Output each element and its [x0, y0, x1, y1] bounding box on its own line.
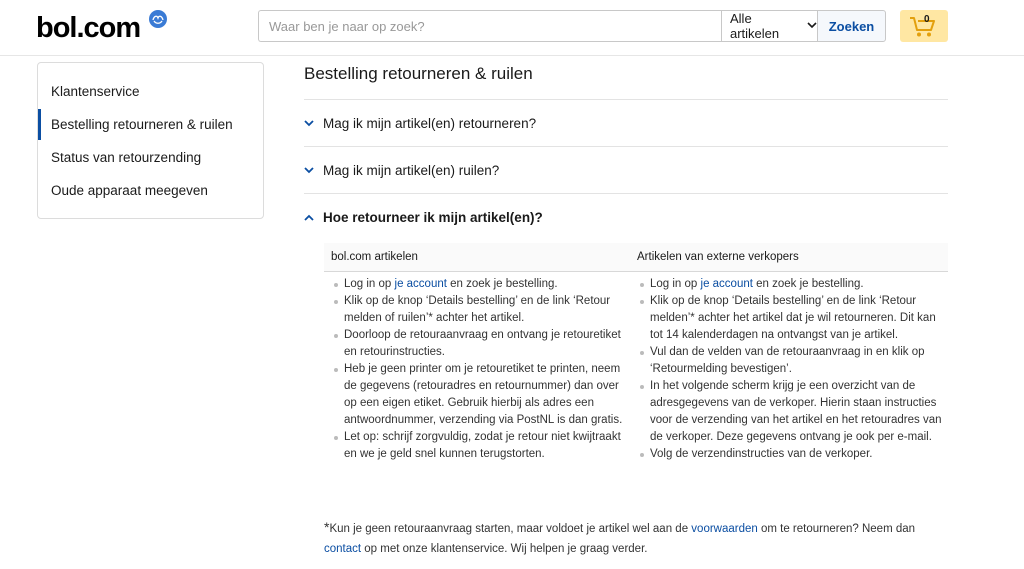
- chevron-up-icon: [304, 214, 323, 221]
- accordion-label: Hoe retourneer ik mijn artikel(en)?: [323, 210, 543, 225]
- account-link[interactable]: je account: [394, 278, 447, 290]
- table-body: [324, 272, 948, 463]
- chevron-down-icon: [807, 20, 817, 32]
- category-select[interactable]: [721, 10, 818, 42]
- chevron-down-icon: [304, 167, 323, 174]
- list-item: Klik op de knop ‘Details bestelling’ en de link ‘Retour melden’* achter het artikel dat je wil retourneren. Dit kan tot 14 kalenderdagen na ontvangst van je artikel.: [637, 293, 948, 344]
- steps-list-bol: [324, 276, 631, 463]
- logo-badge-icon: [149, 10, 167, 28]
- footnote-marker: *: [324, 519, 330, 535]
- sidebar-item-oude-apparaat[interactable]: Oude apparaat meegeven: [51, 183, 208, 198]
- return-steps-table: [324, 243, 948, 463]
- cart-button[interactable]: [900, 10, 948, 42]
- sidebar-item-status-retourzending[interactable]: Status van retourzending: [51, 150, 202, 165]
- account-link[interactable]: je account: [700, 278, 753, 290]
- chevron-down-icon: [304, 120, 323, 127]
- voorwaarden-link[interactable]: voorwaarden: [691, 523, 758, 535]
- logo[interactable]: bol.com: [36, 12, 141, 44]
- sidebar-item-klantenservice[interactable]: Klantenservice: [51, 84, 140, 99]
- column-header-extern: Artikelen van externe verkopers: [637, 251, 799, 263]
- sidebar-item-bestelling-retourneren[interactable]: Bestelling retourneren & ruilen: [38, 108, 263, 141]
- list-item: Doorloop de retouraanvraag en ontvang je retouretiket en retourinstructies.: [331, 327, 631, 361]
- page-title: Bestelling retourneren & ruilen: [304, 62, 948, 100]
- list-item: Log in op je account en zoek je bestelling.: [637, 276, 948, 293]
- contact-link[interactable]: contact: [324, 543, 362, 555]
- column-header-bol: bol.com artikelen: [331, 251, 418, 263]
- list-item: In het volgende scherm krijg je een overzicht van de adresgegevens van de verkoper. Hierin staan instructies voor de verzending van het artikel en het retouradres van de verkoper. Deze gegevens ontvang je ook per e-mail.: [637, 378, 948, 446]
- category-select-label: Alle artikelen: [730, 11, 780, 41]
- list-item: Let op: schrijf zorgvuldig, zodat je retour niet kwijtraakt en we je geld snel kunnen terugstorten.: [331, 429, 631, 463]
- search-bar: [258, 10, 886, 42]
- accordion-item-hoe-retourneren[interactable]: [304, 194, 948, 241]
- cart-count-badge: 0: [924, 14, 930, 25]
- list-item: Volg de verzendinstructies van de verkoper.: [637, 446, 948, 463]
- list-item: Log in op je account en zoek je bestelling.: [331, 276, 631, 293]
- accordion-item-ruilen[interactable]: [304, 147, 948, 194]
- sidebar-nav: [37, 62, 264, 219]
- accordion-label: Mag ik mijn artikel(en) retourneren?: [323, 115, 537, 131]
- accordion-item-retourneren[interactable]: [304, 100, 948, 147]
- list-item: Vul dan de velden van de retouraanvraag in en klik op ‘Retourmelding bevestigen’.: [637, 344, 948, 378]
- list-item: Heb je geen printer om je retouretiket te printen, neem de gegevens (retouradres en retournummer) dan over op een eigen etiket. Gebruik hierbij als adres een antwoordnummer, verzending via PostNL is dan gratis.: [331, 361, 631, 429]
- search-button[interactable]: Zoeken: [817, 10, 886, 42]
- main-content: [304, 62, 948, 555]
- footnote: *Kun je geen retouraanvraag starten, maar voldoet je artikel wel aan de voorwaarden om te retourneren? Neem dan contact op met onze klantenservice. Wij helpen je graag verder.: [324, 519, 916, 555]
- list-item: Klik op de knop ‘Details bestelling’ en de link ‘Retour melden of ruilen’* achter het artikel.: [331, 293, 631, 327]
- table-header: [324, 243, 948, 272]
- accordion-label: Mag ik mijn artikel(en) ruilen?: [323, 162, 500, 178]
- header: [0, 0, 1024, 56]
- search-input[interactable]: [258, 10, 722, 42]
- steps-list-extern: [631, 276, 948, 463]
